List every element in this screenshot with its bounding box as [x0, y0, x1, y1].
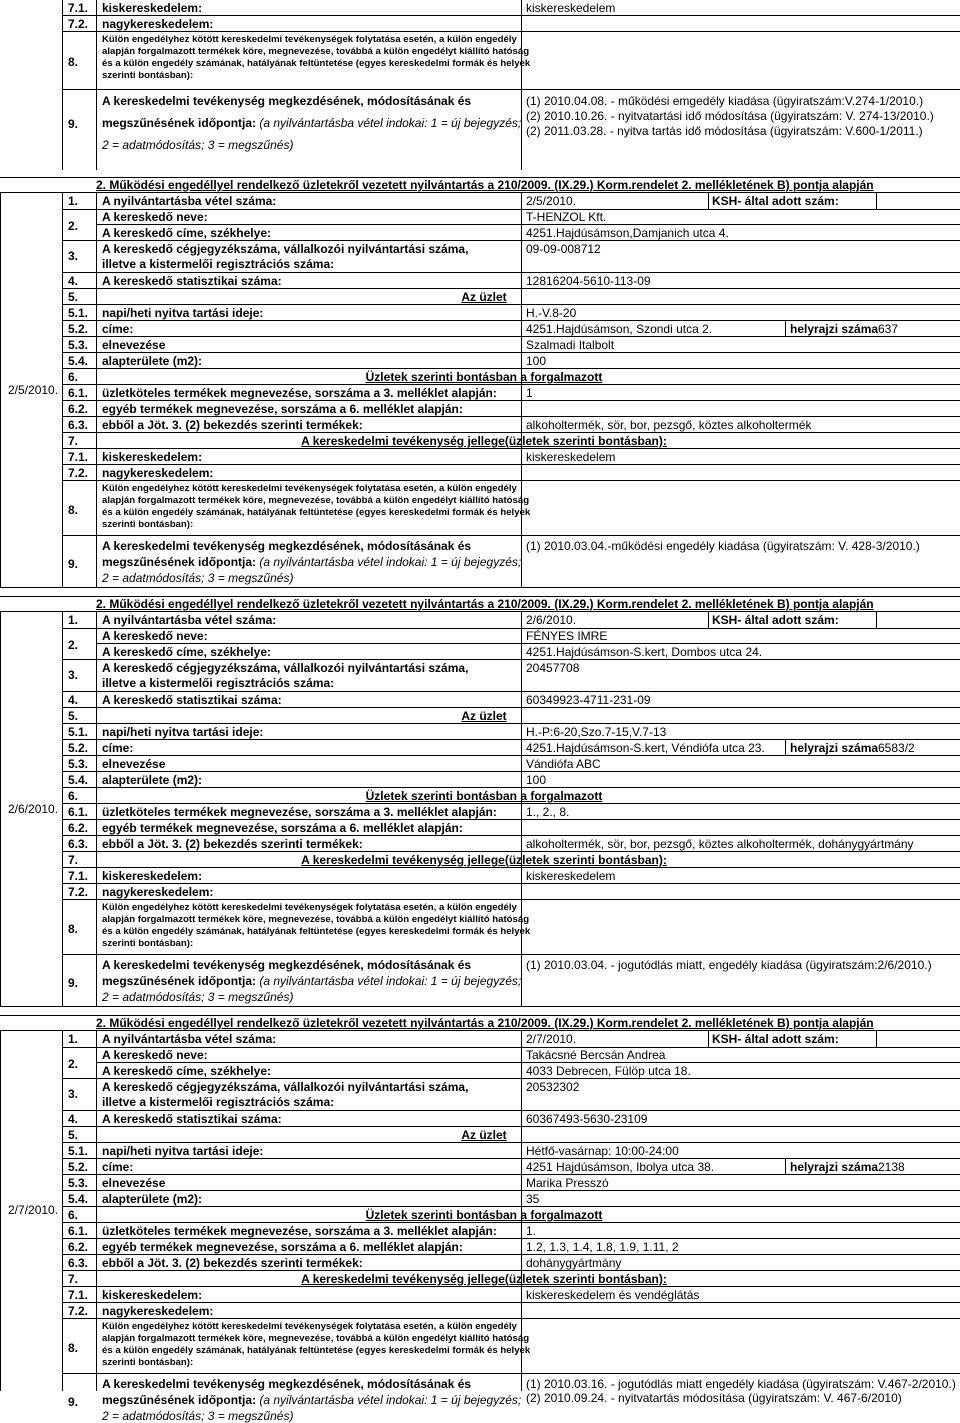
- row-number: 8.: [68, 503, 79, 517]
- row-number: 3.: [68, 668, 79, 682]
- retail-value: kiskereskedelem: [526, 869, 616, 883]
- row-number: 5.3.: [68, 338, 89, 352]
- row-number: 2.: [68, 638, 79, 652]
- date-entry: (2) 2011.03.28. - nyitva tartás idő módosítása (ügyiratszám: V.600-1/2011.): [526, 124, 923, 138]
- opening-hours: H.-V.8-20: [526, 306, 577, 320]
- dates-label-1: A kereskedelmi tevékenység megkezdésének, módosításának és: [102, 958, 472, 972]
- trader-address: 4251.Hajdúsámson-S.kert, Dombos utca 24.: [526, 645, 763, 659]
- trader-name-label: A kereskedő neve:: [102, 210, 208, 224]
- trader-name: Takácsné Bercsán Andrea: [526, 1048, 666, 1062]
- shop-name-label: elnevezése: [102, 1176, 166, 1190]
- row-number: 6.3.: [68, 1256, 89, 1270]
- wholesale-label: nagykereskedelem:: [102, 1304, 214, 1318]
- row-number: 4.: [68, 274, 79, 288]
- special-permit-text-4: szerinti bontásban):: [102, 70, 194, 81]
- dates-label-2b: (a nyilvántartásba vétel indokai: 1 = új bejegyzés;: [259, 1393, 522, 1407]
- stat-number-label: A kereskedő statisztikai száma:: [102, 274, 282, 288]
- special-permit-text-4: szerinti bontásban):: [102, 1357, 194, 1368]
- row-number: 6.1.: [68, 805, 89, 819]
- company-reg-label-1: A kereskedő cégjegyzékszáma, vállalkozói nyilvántartási száma,: [102, 242, 469, 256]
- excise-products-label: ebből a Jöt. 3. (2) bekezdés szerinti termékek:: [102, 1256, 363, 1270]
- activity-section-title: A kereskedelmi tevékenység jellege(üzletek szerinti bontásban):: [301, 434, 667, 448]
- special-permit-text-3: és a külön engedély számának, hatályának feltüntetése (egyes kereskedelmi formák és helyek: [102, 58, 531, 69]
- row-number: 8.: [68, 1341, 79, 1355]
- row-number: 5.: [68, 290, 79, 304]
- special-permit-text-1: Külön engedélyhez kötött kereskedelmi tevékenységek folytatása esetén, a külön engedély: [102, 902, 517, 913]
- stat-number-label: A kereskedő statisztikai száma:: [102, 693, 282, 707]
- record-header: 2. Működési engedéllyel rendelkező üzletekről vezetett nyilvántartás a 210/2009. (IX.29.) Korm.rendelet 2. mellékletének B) pontja alapján: [96, 178, 874, 192]
- row-number: 5.2.: [68, 741, 89, 755]
- trader-address: 4251.Hajdúsámson,Damjanich utca 4.: [526, 226, 729, 240]
- row-number: 7.: [68, 434, 79, 448]
- date-entry: (1) 2010.03.04.-működési engedély kiadása (ügyiratszám: V. 428-3/2010.): [526, 539, 920, 553]
- trader-name: FÉNYES IMRE: [526, 629, 608, 643]
- dates-label-2a: megszűnésének időpontja:: [102, 1393, 257, 1407]
- special-permit-text-2: alapján forgalmazott termékek köre, megnevezése, továbbá a külön engedélyt kiállító hatóság: [102, 495, 530, 506]
- lot-number-label: helyrajzi száma: [790, 322, 879, 336]
- floor-area: 100: [526, 773, 547, 787]
- lot-number: 2138: [878, 1160, 905, 1174]
- row-number: 7.: [68, 853, 79, 867]
- dates-label-2b: (a nyilvántartásba vétel indokai: 1 = új bejegyzés;: [259, 116, 522, 130]
- dates-label-2b: (a nyilvántartásba vétel indokai: 1 = új bejegyzés;: [259, 974, 522, 988]
- row-number: 8.: [68, 922, 79, 936]
- row-number: 5.1.: [68, 306, 89, 320]
- special-permit-text-2: alapján forgalmazott termékek köre, megnevezése, továbbá a külön engedélyt kiállító hatóság: [102, 46, 530, 57]
- date-entry: (1) 2010.03.04. - jogutódlás miatt, engedély kiadása (ügyiratszám:2/6/2010.): [526, 958, 932, 972]
- retail-value: kiskereskedelem: [526, 450, 616, 464]
- special-permit-text-4: szerinti bontásban):: [102, 519, 194, 530]
- company-reg-number: 20457708: [526, 661, 580, 675]
- retail-label: kiskereskedelem:: [102, 450, 203, 464]
- dates-label-3: 2 = adatmódosítás; 3 = megszűnés): [102, 1409, 294, 1423]
- dates-label-1: A kereskedelmi tevékenység megkezdésének, módosításának és: [102, 1377, 472, 1391]
- stat-number: 60349923-4711-231-09: [526, 693, 651, 707]
- company-reg-number: 20532302: [526, 1080, 580, 1094]
- trader-address-label: A kereskedő címe, székhelye:: [102, 226, 271, 240]
- date-entry: (1) 2010.04.08. - működési emgedély kiadása (ügyiratszám:V.274-1/2010.): [526, 94, 924, 108]
- activity-section-title: A kereskedelmi tevékenység jellege(üzletek szerinti bontásban):: [301, 1272, 667, 1286]
- lot-number-label: helyrajzi száma: [790, 1160, 879, 1174]
- row-number: 5.2.: [68, 1160, 89, 1174]
- row-number: 1.: [68, 1032, 79, 1046]
- products-section-title: Üzletek szerinti bontásban a forgalmazott: [365, 789, 603, 803]
- retail-value: kiskereskedelem és vendéglátás: [526, 1288, 700, 1302]
- row-number: 4.: [68, 1112, 79, 1126]
- row-number: 8.: [68, 55, 79, 69]
- trader-name: T-HENZOL Kft.: [526, 210, 607, 224]
- shop-record: [0, 1015, 960, 1423]
- company-reg-label-2: illetve a kistermelői regisztrációs száma:: [102, 257, 335, 271]
- floor-area: 35: [526, 1192, 540, 1206]
- trader-name-label: A kereskedő neve:: [102, 629, 208, 643]
- special-permit-text-1: Külön engedélyhez kötött kereskedelmi tevékenységek folytatása esetén, a külön engedély: [102, 34, 517, 45]
- stat-number: 60367493-5630-23109: [526, 1112, 648, 1126]
- row-number: 5.: [68, 709, 79, 723]
- trader-name-label: A kereskedő neve:: [102, 1048, 208, 1062]
- other-products-label: egyéb termékek megnevezése, sorszáma a 6. melléklet alapján:: [102, 402, 463, 416]
- company-reg-label-1: A kereskedő cégjegyzékszáma, vállalkozói nyilvántartási száma,: [102, 1080, 469, 1094]
- row-number: 7.1.: [68, 1, 89, 15]
- record-date: 2/5/2010.: [8, 383, 59, 397]
- row-number: 6.: [68, 370, 79, 384]
- row-number: 6.3.: [68, 837, 89, 851]
- special-permit-text-1: Külön engedélyhez kötött kereskedelmi tevékenységek folytatása esetén, a külön engedély: [102, 1321, 517, 1332]
- dates-label-2a: megszűnésének időpontja:: [102, 974, 257, 988]
- dates-label-2: [102, 1393, 521, 1407]
- row-number: 9.: [68, 976, 79, 990]
- record-date: 2/6/2010.: [8, 802, 59, 816]
- ksh-label: KSH- által adott szám:: [712, 194, 839, 208]
- row-number: 1.: [68, 194, 79, 208]
- special-permit-text-3: és a külön engedély számának, hatályának feltüntetése (egyes kereskedelmi formák és helyek: [102, 507, 531, 518]
- other-products-label: egyéb termékek megnevezése, sorszáma a 6. melléklet alapján:: [102, 1240, 463, 1254]
- dates-label-3: 2 = adatmódosítás; 3 = megszűnés): [102, 990, 294, 1004]
- row-number: 5.4.: [68, 773, 89, 787]
- dates-label-2: [102, 974, 521, 988]
- dates-label-2: [102, 116, 521, 130]
- row-number: 7.1.: [68, 869, 89, 883]
- wholesale-label: nagykereskedelem:: [102, 17, 214, 31]
- registration-number: 2/6/2010.: [526, 613, 577, 627]
- row-number: 9.: [68, 117, 79, 131]
- wholesale-label: nagykereskedelem:: [102, 466, 214, 480]
- row-number: 6.2.: [68, 402, 89, 416]
- dates-label-3: 2 = adatmódosítás; 3 = megszűnés): [102, 138, 294, 152]
- retail-value: kiskereskedelem: [526, 1, 616, 15]
- row-number: 6.1.: [68, 386, 89, 400]
- floor-area-label: alapterülete (m2):: [102, 773, 203, 787]
- products-section-title: Üzletek szerinti bontásban a forgalmazott: [365, 370, 603, 384]
- row-number: 7.: [68, 1272, 79, 1286]
- products-section-title: Üzletek szerinti bontásban a forgalmazott: [365, 1208, 603, 1222]
- row-number: 5.3.: [68, 1176, 89, 1190]
- shop-address: 4251.Hajdúsámson, Szondi utca 2.: [526, 322, 713, 336]
- floor-area: 100: [526, 354, 547, 368]
- licensed-products: 1., 2., 8.: [526, 805, 570, 819]
- excise-products: dohánygyártmány: [526, 1256, 622, 1270]
- trader-address-label: A kereskedő címe, székhelye:: [102, 1064, 271, 1078]
- row-number: 4.: [68, 693, 79, 707]
- opening-hours-label: napi/heti nyitva tartási ideje:: [102, 725, 264, 739]
- ksh-label: KSH- által adott szám:: [712, 1032, 839, 1046]
- retail-label: kiskereskedelem:: [102, 869, 203, 883]
- shop-name: Marika Presszó: [526, 1176, 609, 1190]
- row-number: 9.: [68, 557, 79, 571]
- licensed-products-label: üzletköteles termékek megnevezése, sorszáma a 3. melléklet alapján:: [102, 805, 497, 819]
- shop-address-label: címe:: [102, 322, 134, 336]
- company-reg-number: 09-09-008712: [526, 242, 601, 256]
- special-permit-text-2: alapján forgalmazott termékek köre, megnevezése, továbbá a külön engedélyt kiállító hatóság: [102, 914, 530, 925]
- shop-name: Vándiófa ABC: [526, 757, 601, 771]
- shop-name: Szalmadi Italbolt: [526, 338, 615, 352]
- shop-address-label: címe:: [102, 741, 134, 755]
- ksh-label: KSH- által adott szám:: [712, 613, 839, 627]
- floor-area-label: alapterülete (m2):: [102, 354, 203, 368]
- opening-hours: Hétfő-vasárnap: 10:00-24:00: [526, 1144, 679, 1158]
- top-partial-record: [0, 0, 960, 170]
- shop-section-title: Az üzlet: [461, 709, 507, 723]
- row-number: 6.3.: [68, 418, 89, 432]
- other-products-label: egyéb termékek megnevezése, sorszáma a 6. melléklet alapján:: [102, 821, 463, 835]
- excise-products-label: ebből a Jöt. 3. (2) bekezdés szerinti termékek:: [102, 837, 363, 851]
- registration-number: 2/7/2010.: [526, 1032, 577, 1046]
- dates-label-1: A kereskedelmi tevékenység megkezdésének, módosításának és: [102, 94, 472, 108]
- shop-record: [0, 596, 960, 1007]
- row-number: 5.4.: [68, 1192, 89, 1206]
- trader-address: 4033 Debrecen, Fülöp utca 18.: [526, 1064, 691, 1078]
- licensed-products: 1.: [526, 1224, 537, 1238]
- excise-products: alkoholtermék, sör, bor, pezsgő, köztes alkoholtermék: [526, 418, 812, 432]
- shop-address-label: címe:: [102, 1160, 134, 1174]
- wholesale-label: nagykereskedelem:: [102, 885, 214, 899]
- row-number: 7.2.: [68, 17, 89, 31]
- row-number: 7.1.: [68, 450, 89, 464]
- company-reg-label-1: A kereskedő cégjegyzékszáma, vállalkozói nyilvántartási száma,: [102, 661, 469, 675]
- dates-label-3: 2 = adatmódosítás; 3 = megszűnés): [102, 571, 294, 585]
- dates-label-2a: megszűnésének időpontja:: [102, 116, 257, 130]
- row-number: 3.: [68, 249, 79, 263]
- row-number: 6.: [68, 789, 79, 803]
- opening-hours-label: napi/heti nyitva tartási ideje:: [102, 306, 264, 320]
- shop-section-title: Az üzlet: [461, 1128, 507, 1142]
- row-number: 5.: [68, 1128, 79, 1142]
- lot-number: 6583/2: [878, 741, 915, 755]
- row-number: 7.2.: [68, 1304, 89, 1318]
- excise-products-label: ebből a Jöt. 3. (2) bekezdés szerinti termékek:: [102, 418, 363, 432]
- opening-hours: H.-P:6-20,Szo.7-15,V.7-13: [526, 725, 667, 739]
- date-entry: (2) 2010.10.26. - nyitvatartási idő módosítása (ügyiratszám: V. 274-13/2010.): [526, 109, 934, 123]
- shop-section-title: Az üzlet: [461, 290, 507, 304]
- row-number: 1.: [68, 613, 79, 627]
- stat-number-label: A kereskedő statisztikai száma:: [102, 1112, 282, 1126]
- shop-address: 4251 Hajdúsámson, Ibolya utca 38.: [526, 1160, 715, 1174]
- special-permit-text-1: Külön engedélyhez kötött kereskedelmi tevékenységek folytatása esetén, a külön engedély: [102, 483, 517, 494]
- shop-name-label: elnevezése: [102, 757, 166, 771]
- date-entry: (1) 2010.03.16. - jogutódlás miatt engedély kiadása (ügyiratszám: V.467-2/2010.): [526, 1377, 956, 1391]
- lot-number: 637: [878, 322, 899, 336]
- dates-label-1: A kereskedelmi tevékenység megkezdésének, módosításának és: [102, 539, 472, 553]
- special-permit-text-3: és a külön engedély számának, hatályának feltüntetése (egyes kereskedelmi formák és helyek: [102, 1345, 531, 1356]
- licensed-products: 1: [526, 386, 533, 400]
- opening-hours-label: napi/heti nyitva tartási ideje:: [102, 1144, 264, 1158]
- row-number: 3.: [68, 1087, 79, 1101]
- other-products: 1.2, 1.3, 1.4, 1.8, 1.9, 1.11, 2: [526, 1240, 679, 1254]
- row-number: 6.2.: [68, 1240, 89, 1254]
- row-number: 7.1.: [68, 1288, 89, 1302]
- registration-number: 2/5/2010.: [526, 194, 577, 208]
- dates-label-2a: megszűnésének időpontja:: [102, 555, 257, 569]
- row-number: 5.2.: [68, 322, 89, 336]
- row-number: 6.: [68, 1208, 79, 1222]
- registration-label: A nyilvántartásba vétel száma:: [102, 194, 277, 208]
- licensed-products-label: üzletköteles termékek megnevezése, sorszáma a 3. melléklet alapján:: [102, 1224, 497, 1238]
- licensed-products-label: üzletköteles termékek megnevezése, sorszáma a 3. melléklet alapján:: [102, 386, 497, 400]
- registration-label: A nyilvántartásba vétel száma:: [102, 1032, 277, 1046]
- floor-area-label: alapterülete (m2):: [102, 1192, 203, 1206]
- row-number: 2.: [68, 219, 79, 233]
- date-entry: (2) 2010.09.24. - nyitvatartás módosítása (ügyiratszám: V. 467-6/2010): [526, 1391, 902, 1405]
- record-header: 2. Működési engedéllyel rendelkező üzletekről vezetett nyilvántartás a 210/2009. (IX.29.) Korm.rendelet 2. mellékletének B) pontja alapján: [96, 597, 874, 611]
- row-number: 9.: [68, 1395, 79, 1409]
- row-number: 7.2.: [68, 885, 89, 899]
- row-number: 2.: [68, 1057, 79, 1071]
- retail-label: kiskereskedelem:: [102, 1288, 203, 1302]
- stat-number: 12816204-5610-113-09: [526, 274, 651, 288]
- record-date: 2/7/2010.: [8, 1203, 59, 1217]
- trader-address-label: A kereskedő címe, székhelye:: [102, 645, 271, 659]
- registration-label: A nyilvántartásba vétel száma:: [102, 613, 277, 627]
- special-permit-text-2: alapján forgalmazott termékek köre, megnevezése, továbbá a külön engedélyt kiállító hatóság: [102, 1333, 530, 1344]
- row-number: 5.1.: [68, 725, 89, 739]
- dates-label-2: [102, 555, 521, 569]
- record-header: 2. Működési engedéllyel rendelkező üzletekről vezetett nyilvántartás a 210/2009. (IX.29.) Korm.rendelet 2. mellékletének B) pontja alapján: [96, 1016, 874, 1030]
- retail-label: kiskereskedelem:: [102, 1, 203, 15]
- special-permit-text-3: és a külön engedély számának, hatályának feltüntetése (egyes kereskedelmi formák és helyek: [102, 926, 531, 937]
- special-permit-text-4: szerinti bontásban):: [102, 938, 194, 949]
- dates-label-2b: (a nyilvántartásba vétel indokai: 1 = új bejegyzés;: [259, 555, 522, 569]
- company-reg-label-2: illetve a kistermelői regisztrációs száma:: [102, 676, 335, 690]
- excise-products: alkoholtermék, sör, bor, pezsgő, köztes alkoholtermék, dohánygyártmány: [526, 837, 914, 851]
- shop-address: 4251.Hajdúsámson-S.kert, Véndiófa utca 23.: [526, 741, 765, 755]
- shop-name-label: elnevezése: [102, 338, 166, 352]
- row-number: 5.1.: [68, 1144, 89, 1158]
- company-reg-label-2: illetve a kistermelői regisztrációs száma:: [102, 1095, 335, 1109]
- row-number: 5.4.: [68, 354, 89, 368]
- shop-record: [0, 177, 960, 588]
- row-number: 5.3.: [68, 757, 89, 771]
- lot-number-label: helyrajzi száma: [790, 741, 879, 755]
- row-number: 6.2.: [68, 821, 89, 835]
- row-number: 7.2.: [68, 466, 89, 480]
- activity-section-title: A kereskedelmi tevékenység jellege(üzletek szerinti bontásban):: [301, 853, 667, 867]
- row-number: 6.1.: [68, 1224, 89, 1238]
